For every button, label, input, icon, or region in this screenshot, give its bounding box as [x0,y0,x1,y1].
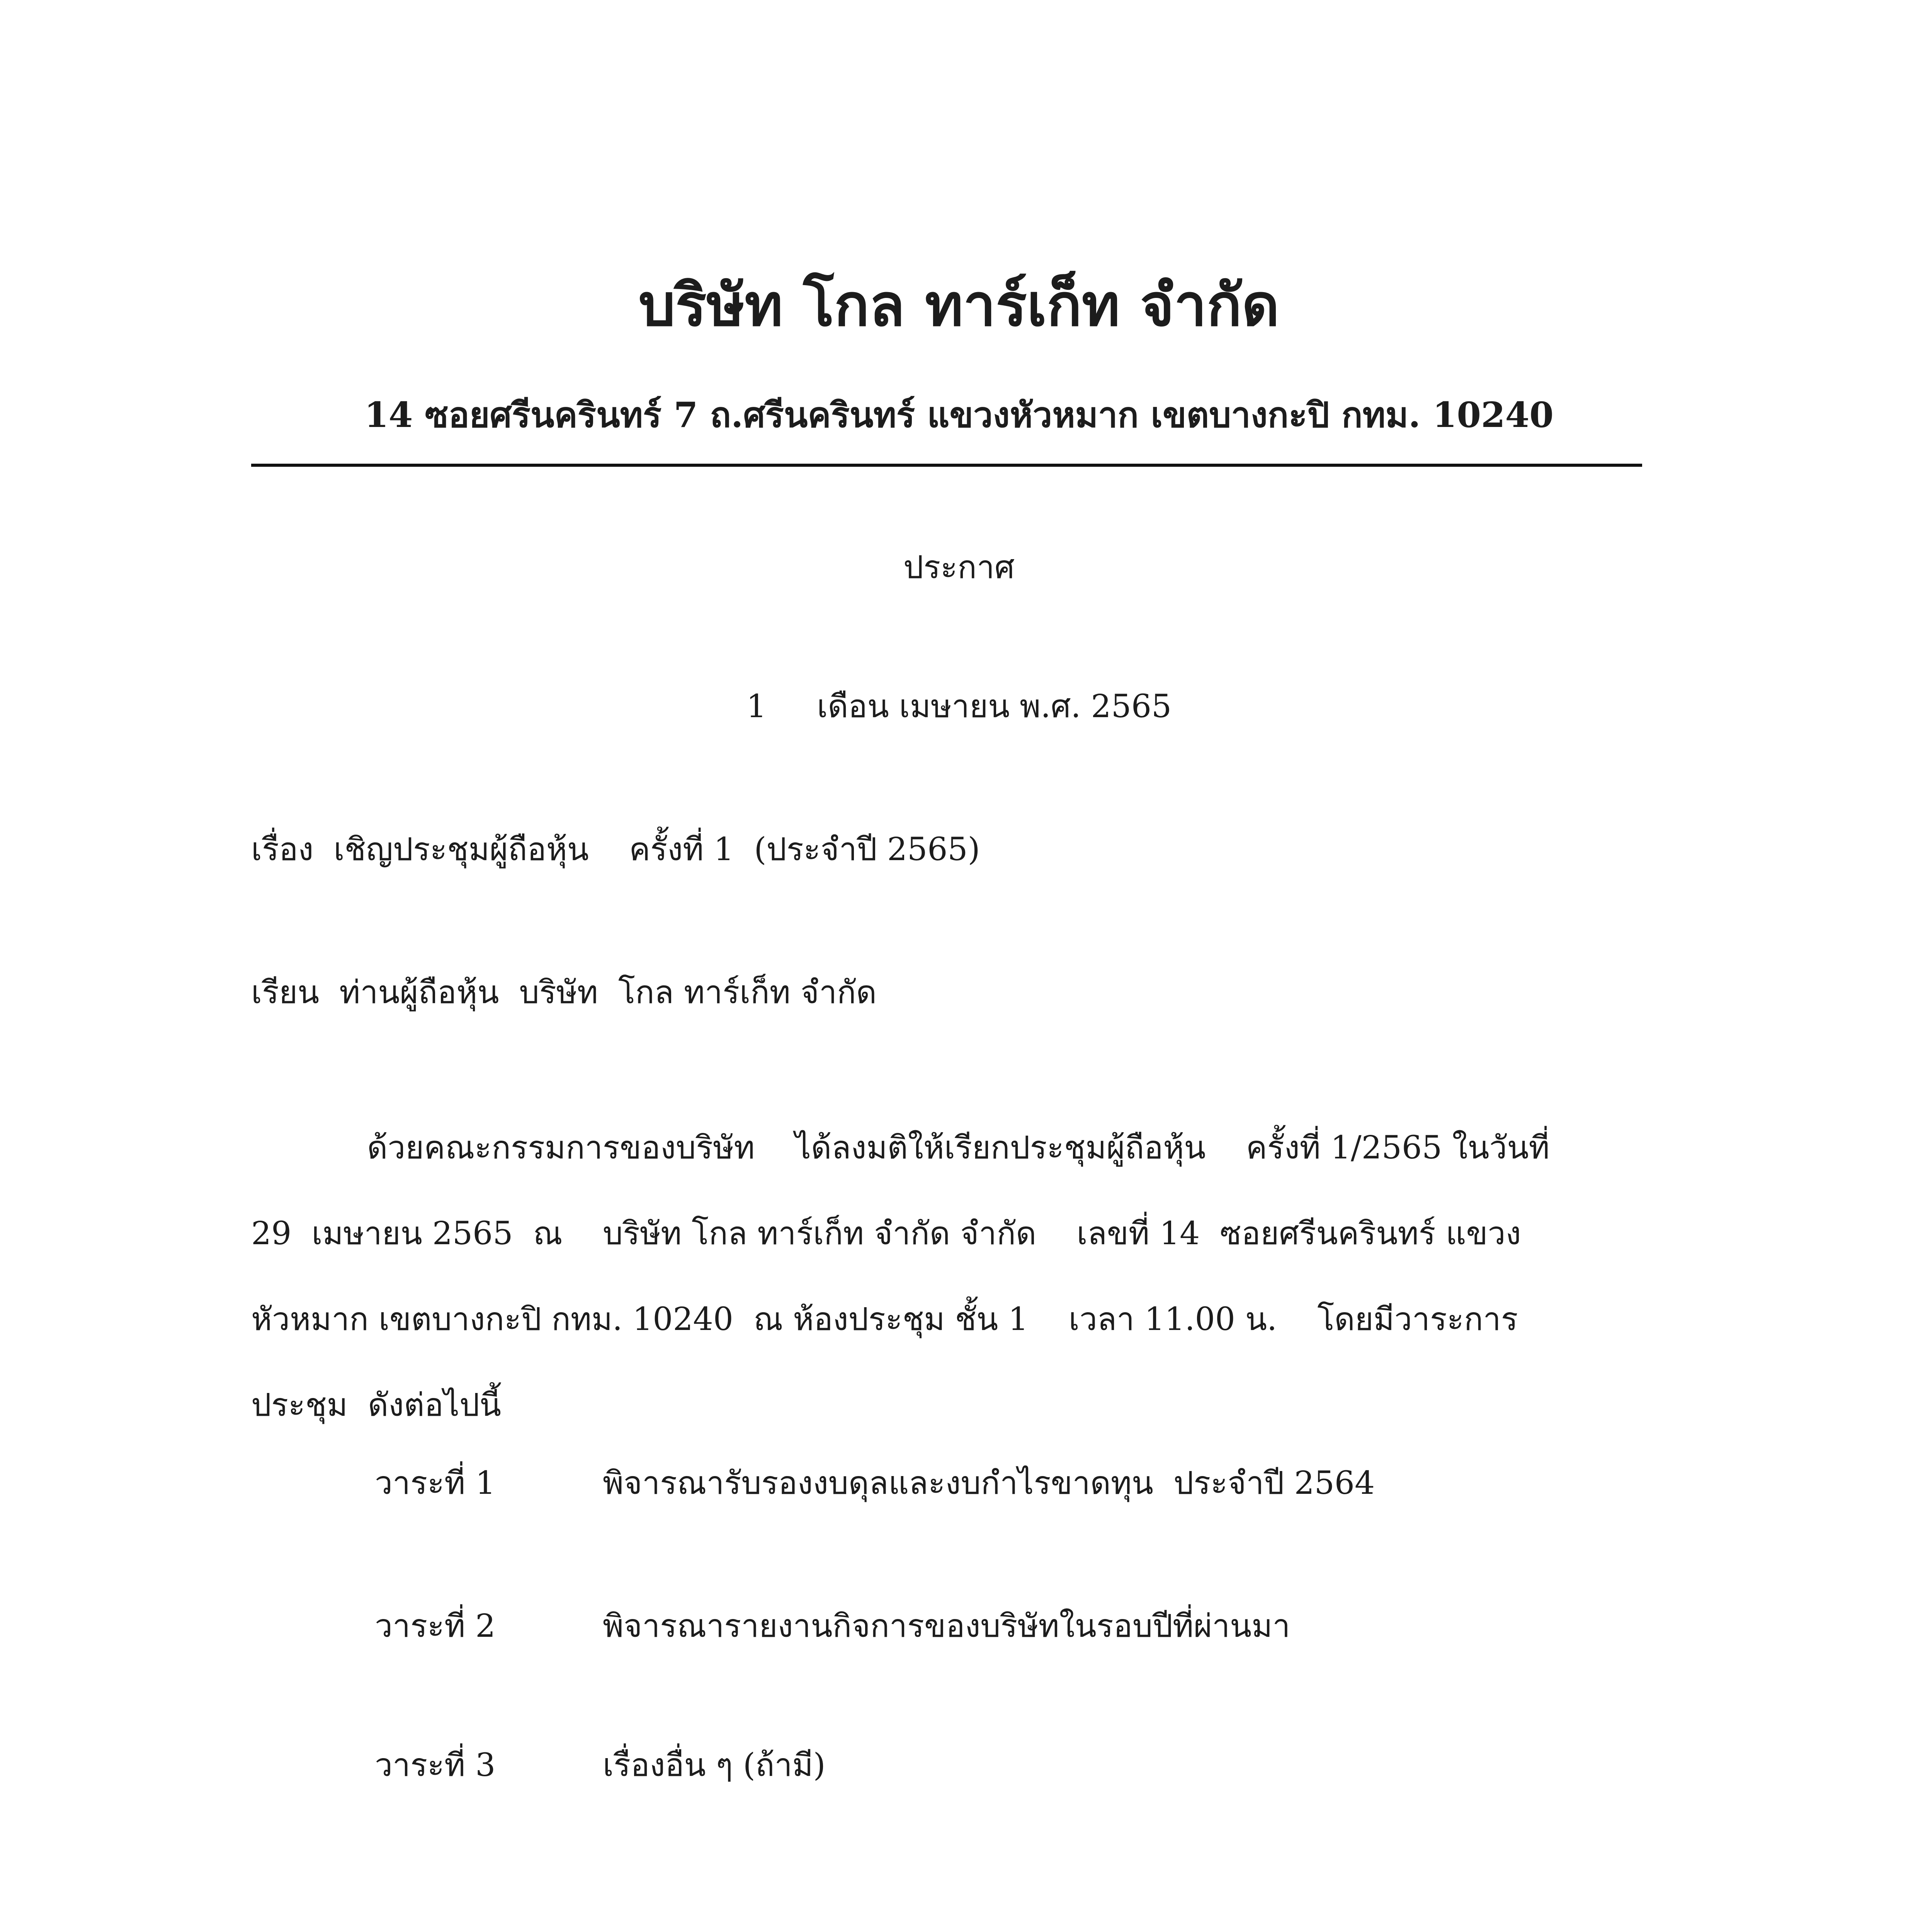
document-type: ประกาศ [903,549,1015,586]
subject-line: เรื่อง เชิญประชุมผู้ถือหุ้น ครั้งที่ 1 (ประจำปี 2565) [251,831,980,868]
agenda-text-3: เรื่องอื่น ๆ (ถ้ามี) [603,1747,826,1784]
agenda-text-1: พิจารณารับรองงบดุลและงบกำไรขาดทุน ประจำปี 2564 [603,1465,1375,1502]
agenda-number-1: วาระที่ 1 [375,1465,496,1502]
agenda-number-3: วาระที่ 3 [375,1747,496,1784]
addressee-line: เรียน ท่านผู้ถือหุ้น บริษัท โกล ทาร์เก็ท จำกัด [251,974,877,1011]
agenda-text-2: พิจารณารายงานกิจการของบริษัทในรอบปีที่ผ่านมา [603,1608,1291,1645]
body-paragraph-text: ด้วยคณะกรรมการของบริษัท ได้ลงมติให้เรียกประชุมผู้ถือหุ้น ครั้งที่ 1/2565 ในวันที่ 29 เมษายน 2565 ณ บริษัท โกล ทาร์เก็ท จำกัด จำกัด เลขที่ 14 ซอยศรีนครินทร์ แขวงหัวหมาก เขตบางกะปิ กทม. 10240 ณ ห้องประชุม ชั้น 1 เวลา 11.00 น. โดยมีวาระการประชุม ดังต่อไปนี้ [251,1129,1560,1423]
document-date: 1 เดือน เมษายน พ.ศ. 2565 [746,688,1172,725]
letterhead-divider [251,464,1642,467]
company-name: บริษัท โกล ทาร์เก็ท จำกัด [638,271,1280,339]
body-paragraph [251,1105,1584,1448]
company-address: 14 ซอยศรีนครินทร์ 7 ถ.ศรีนครินทร์ แขวงหัวหมาก เขตบางกะปิ กทม. 10240 [364,395,1554,435]
agenda-number-2: วาระที่ 2 [375,1608,496,1645]
